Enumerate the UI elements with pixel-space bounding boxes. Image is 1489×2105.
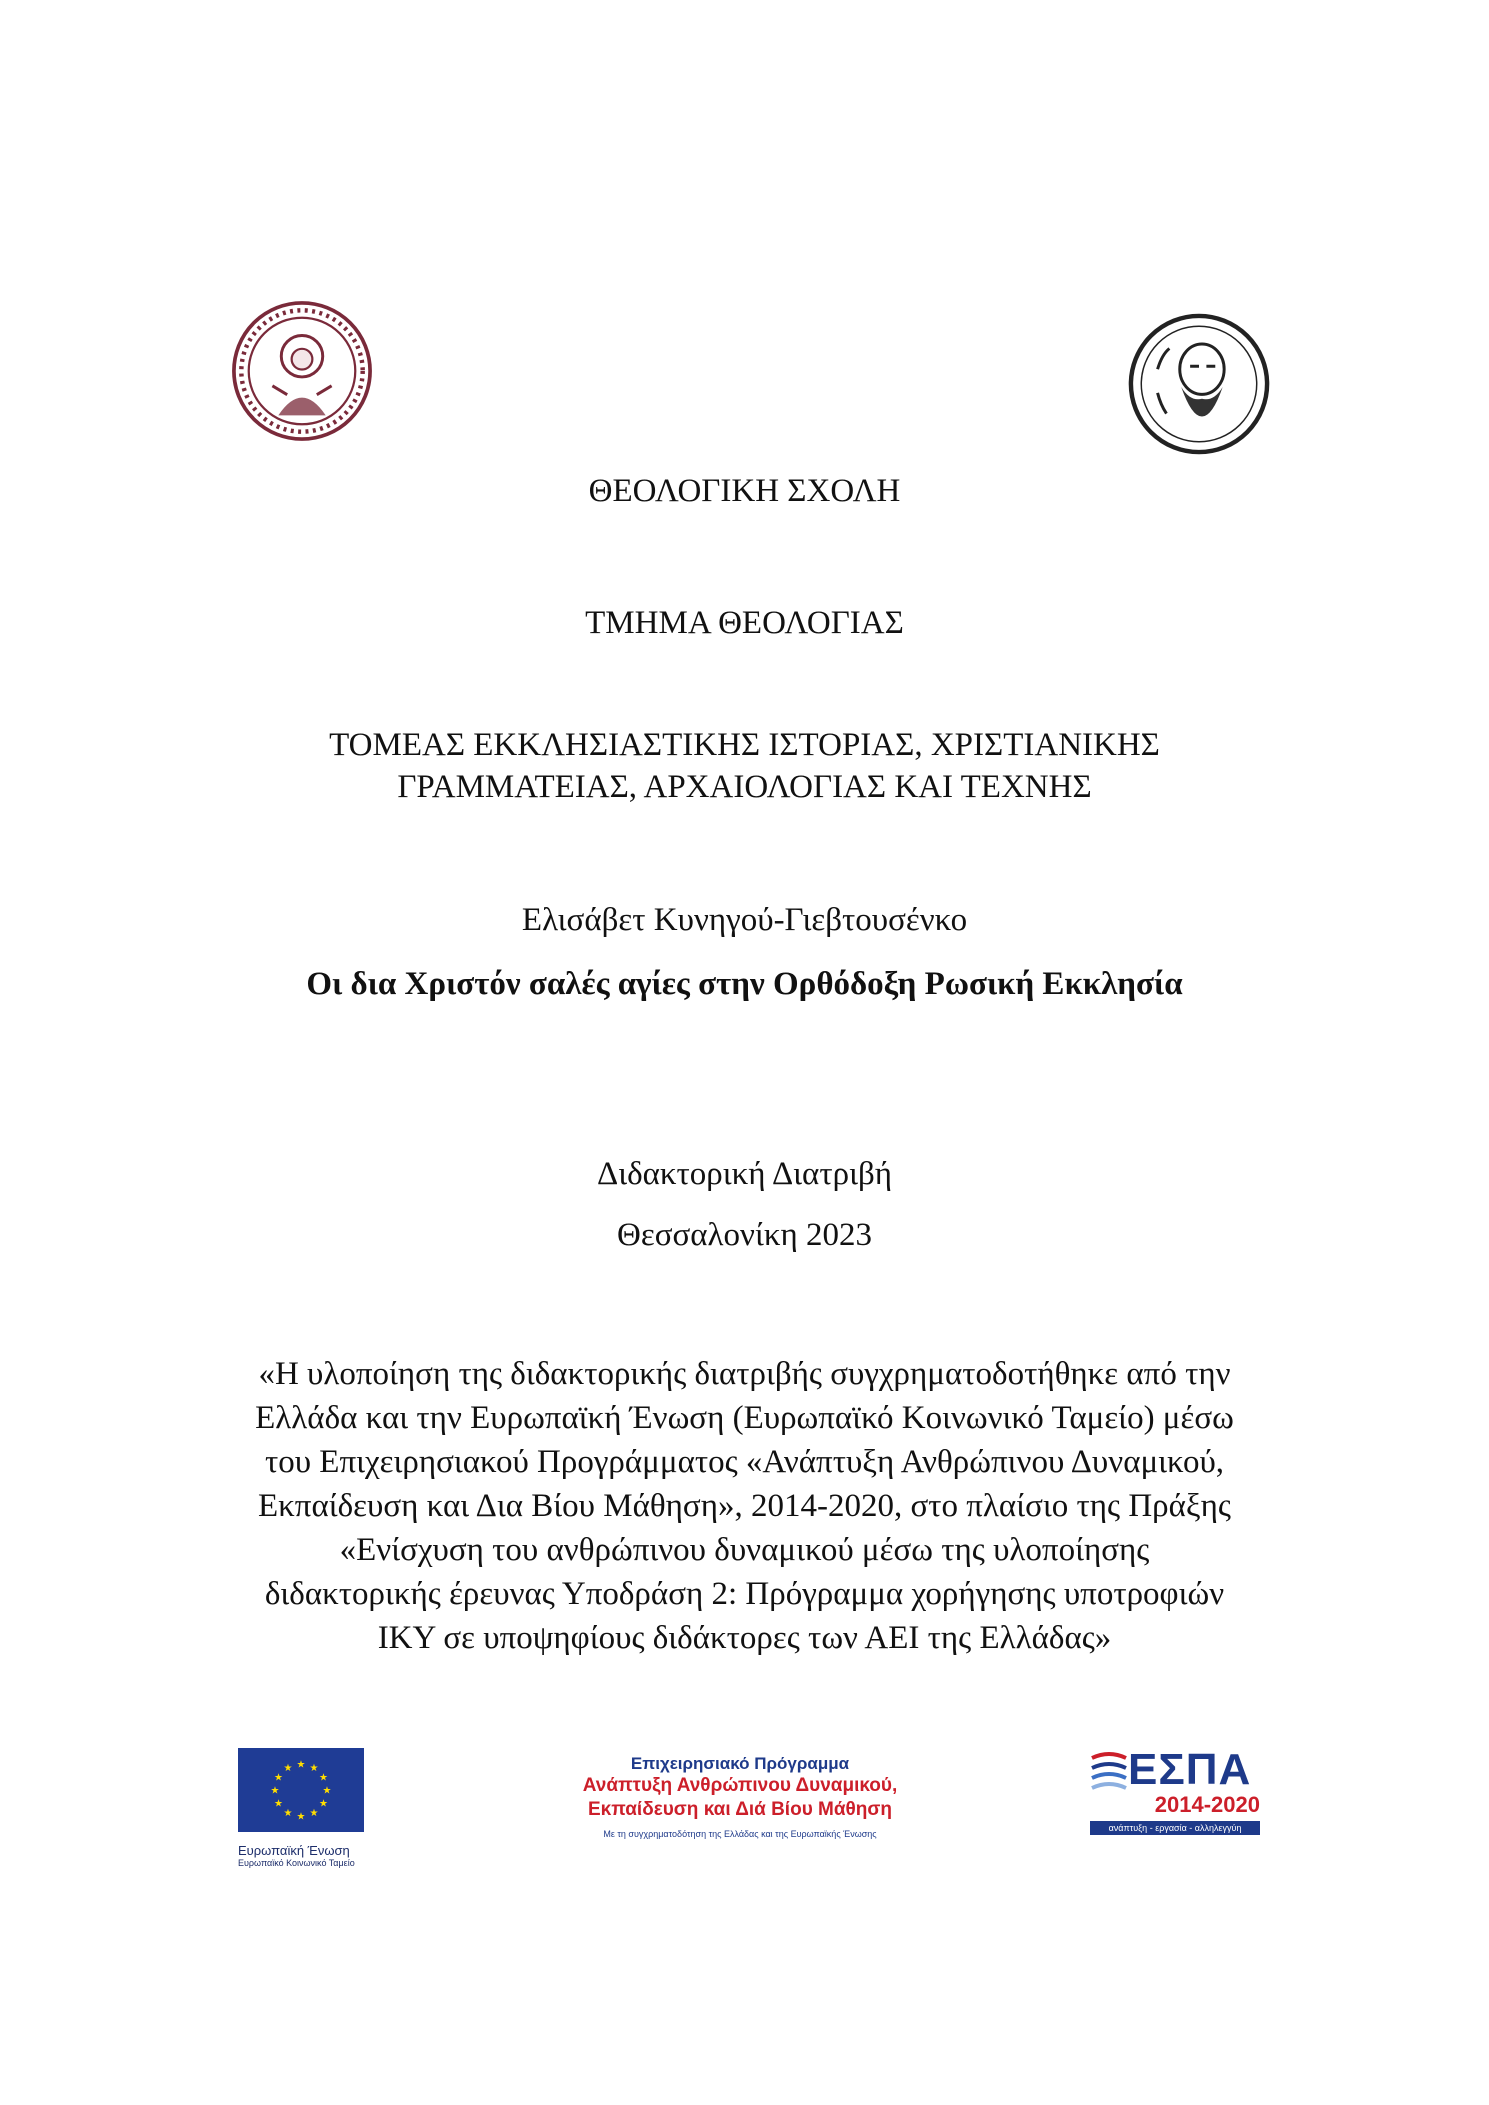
eu-star-icon: ★ (319, 1798, 329, 1810)
op-line-4: Με τη συγχρηματοδότηση της Ελλάδας και της Ευρωπαϊκής Ένωσης (603, 1829, 877, 1839)
sector-line-2: ΓΡΑΜΜΑΤΕΙΑΣ, ΑΡΧΑΙΟΛΟΓΙΑΣ ΚΑΙ ΤΕΧΝΗΣ (397, 769, 1092, 805)
eu-star-icon: ★ (319, 1772, 329, 1784)
eu-star-icon: ★ (273, 1798, 283, 1810)
eu-star-icon: ★ (270, 1785, 280, 1797)
funding-statement (200, 1352, 1289, 1660)
place-year: Θεσσαλονίκη 2023 (617, 1217, 872, 1253)
funding-line: διδακτορικής έρευνας Υποδράση 2: Πρόγραμμα χορήγησης υποτροφιών (264, 1576, 1225, 1612)
operational-programme-logo (525, 1754, 955, 1839)
eu-star-icon: ★ (283, 1808, 293, 1820)
funding-line: «Η υλοποίηση της διδακτορικής διατριβής συγχρηματοδοτήθηκε από την (258, 1356, 1231, 1392)
author-name: Ελισάβετ Κυνηγού-Γιεβτουσένκο (521, 902, 968, 938)
espa-word: ΕΣΠΑ (1128, 1745, 1252, 1794)
faculty-seal-right-icon (1125, 310, 1273, 458)
university-seal-left-icon (228, 297, 376, 445)
funding-line: Ελλάδα και την Ευρωπαϊκή Ένωση (Ευρωπαϊκό Κοινωνικό Ταμείο) μέσω (255, 1400, 1234, 1436)
espa-tagline: ανάπτυξη - εργασία - αλληλεγγύη (1090, 1821, 1260, 1835)
eu-star-icon: ★ (273, 1772, 283, 1784)
thesis-title: Οι δια Χριστόν σαλές αγίες στην Ορθόδοξη Ρωσική Εκκλησία (306, 966, 1183, 1002)
sector-name (0, 724, 1489, 808)
eu-name: Ευρωπαϊκή Ένωση (238, 1843, 350, 1858)
espa-years: 2014-2020 (1154, 1792, 1260, 1817)
funding-line: «Ενίσχυση του ανθρώπινου δυναμικού μέσω της υλοποίησης (339, 1532, 1150, 1568)
eu-star-icon: ★ (309, 1808, 319, 1820)
op-line-3: Εκπαίδευση και Διά Βίου Μάθηση (587, 1799, 893, 1820)
eu-logo (238, 1748, 368, 1868)
eu-subtitle: Ευρωπαϊκό Κοινωνικό Ταμείο (238, 1858, 355, 1868)
faculty-name: ΘΕΟΛΟΓΙΚΗ ΣΧΟΛΗ (588, 473, 901, 509)
eu-star-icon: ★ (283, 1762, 293, 1774)
funding-line: Εκπαίδευση και Δια Βίου Μάθηση», 2014-2020, στο πλαίσιο της Πράξης (258, 1488, 1231, 1524)
op-line-1: Επιχειρησιακό Πρόγραμμα (630, 1754, 850, 1773)
op-line-2: Ανάπτυξη Ανθρώπινου Δυναμικού, (582, 1775, 898, 1796)
eu-star-icon: ★ (296, 1759, 306, 1771)
sector-line-1: ΤΟΜΕΑΣ ΕΚΚΛΗΣΙΑΣΤΙΚΗΣ ΙΣΤΟΡΙΑΣ, ΧΡΙΣΤΙΑΝΙΚΗΣ (329, 727, 1160, 763)
thesis-type: Διδακτορική Διατριβή (596, 1156, 893, 1192)
funding-line: ΙΚΥ σε υποψηφίους διδάκτορες των ΑΕΙ της Ελλάδας» (377, 1620, 1112, 1656)
espa-logo (1090, 1745, 1260, 1835)
department-name: ΤΜΗΜΑ ΘΕΟΛΟΓΙΑΣ (585, 605, 904, 641)
eu-star-icon: ★ (296, 1811, 306, 1823)
eu-star-icon: ★ (322, 1785, 332, 1797)
funding-line: του Επιχειρησιακού Προγράμματος «Ανάπτυξη Ανθρώπινου Δυναμικού, (264, 1444, 1225, 1480)
espa-waves-icon (1090, 1748, 1128, 1792)
eu-flag-icon (238, 1748, 364, 1832)
eu-star-icon: ★ (309, 1762, 319, 1774)
